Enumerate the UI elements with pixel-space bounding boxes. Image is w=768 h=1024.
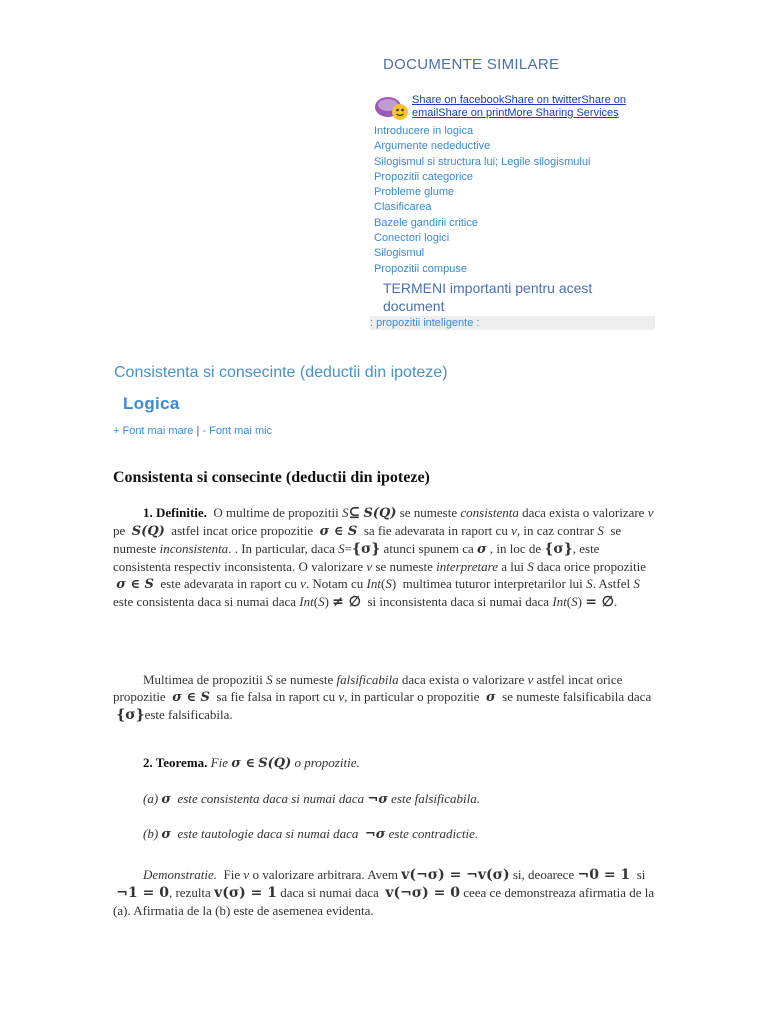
category-label[interactable]: Logica [123,394,180,413]
theorem-heading: 2. Teorema. Fie σ ∈ S(Q) o propozitie. [143,755,360,771]
similar-documents-heading: DOCUMENTE SIMILARE [383,56,560,73]
terms-heading: TERMENI importanti pentru acest document [383,280,593,314]
related-link[interactable]: Probleme glume [374,186,455,199]
related-link[interactable]: Clasificarea [374,201,432,214]
related-link[interactable]: Argumente nedeductive [374,140,491,153]
theorem-part-b: (b) σ este tautologie daca si numai daca ¬σ este contradictie. [143,826,479,842]
falsifiable-paragraph: Multimea de propozitii S se numeste falsificabila daca exista o valorizare v astfel incat orice propozitie σ ∈ S sa fie falsa in raport cu v, in particular o propozitie σ se numeste falsificabila daca {σ}este falsificabila. [113,672,652,723]
document-title: Consistenta si consecinte (deductii din ipoteze) [113,469,430,486]
share-links[interactable]: Share on facebookShare on twitterShare on emailShare on printMore Sharing Services [412,94,627,119]
related-link[interactable]: Conectori logici [374,232,450,245]
related-link[interactable]: Propozitii categorice [374,170,474,183]
font-size-controls [113,425,272,437]
related-link[interactable]: Bazele gandirii critice [374,216,478,229]
share-bubble-icon[interactable] [374,92,410,122]
keywords-bar[interactable]: : propozitii inteligente : [370,316,655,330]
font-separator: | [196,425,200,437]
definition-paragraph: 1. Definitie. O multime de propozitii S⊆ S(Q) se numeste consistenta daca exista o valorizare v pe S(Q) astfel incat orice propozitie σ ∈ S sa fie adevarata in raport cu v, in caz contrar S se numeste inconsistenta. . In particular, daca S={σ} atunci spunem ca σ , in loc de {σ}, este consistenta respectiv inconsistenta. O valorizare v se numeste interpretare a lui S daca orice propozitie σ ∈ S este adevarata in raport cu v. Notam cu Int(S) multimea tuturor interpretarilor lui S. Astfel S este consistenta daca si numai daca Int(S) ≠ ∅ si inconsistenta daca si numai daca Int(S) = ∅. [113,505,654,610]
article-title: Consistenta si consecinte (deductii din ipoteze) [114,364,448,381]
font-bigger-link[interactable]: + Font mai mare [113,425,194,437]
related-link[interactable]: Introducere in logica [374,125,474,137]
related-link[interactable]: Propozitii compuse [374,262,467,275]
related-documents-list [374,124,590,277]
font-smaller-link[interactable]: - Font mai mic [202,425,273,437]
theorem-part-a: (a) σ este consistenta daca si numai daca ¬σ este falsificabila. [143,791,480,807]
related-link[interactable]: Silogismul si structura lui; Legile silogismului [374,155,591,168]
related-link[interactable]: Silogismul [374,247,425,260]
proof-paragraph: Demonstratie. Fie v o valorizare arbitrara. Avem v(¬σ) = ¬v(σ) si, deoarece ¬0 = 1 si ¬1 = 0, rezulta v(σ) = 1 daca si numai daca v(¬σ) = 0 ceea ce demonstreaza afirmatia de la (a). Afirmatia de la (b) este de asemenea evidenta. [113,867,655,918]
